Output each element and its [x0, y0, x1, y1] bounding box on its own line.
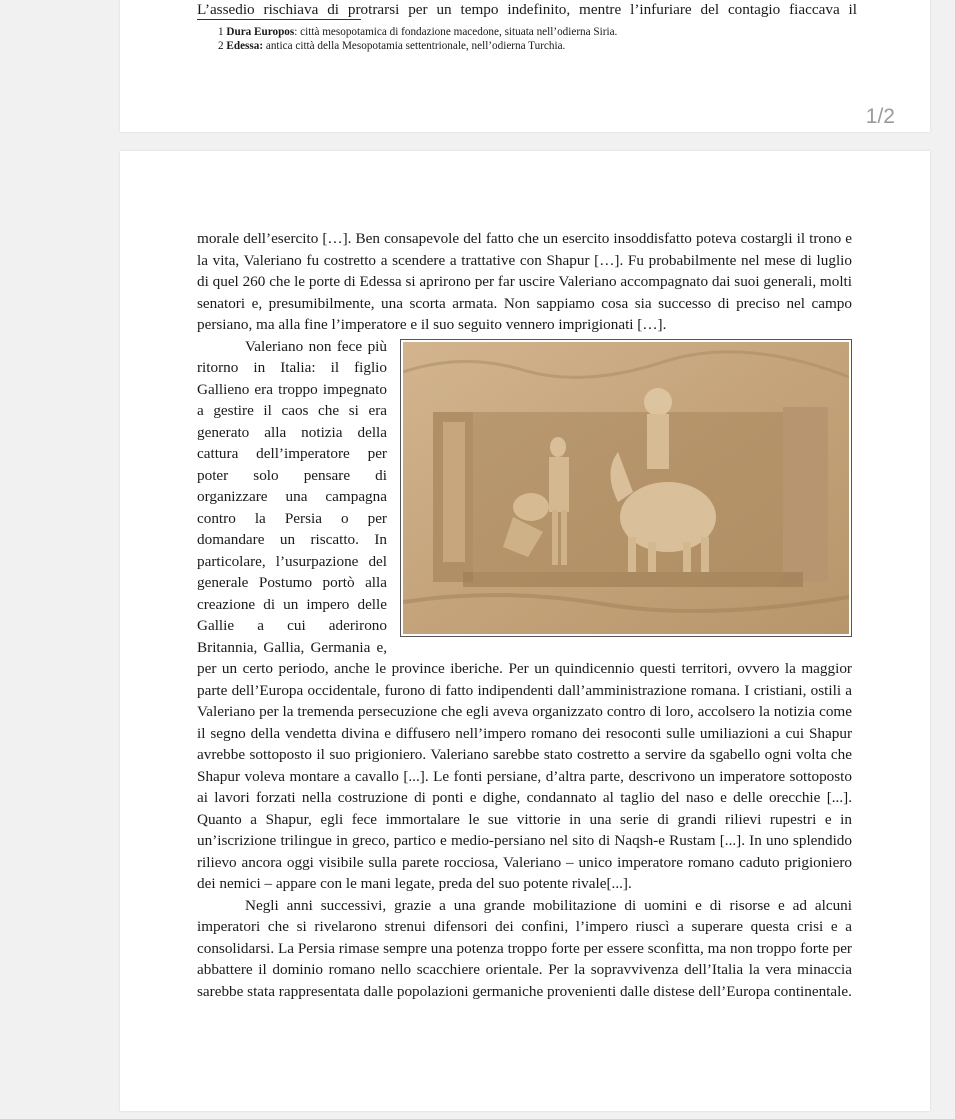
paragraph-2 — [197, 336, 852, 895]
paragraph-1: morale dell’esercito […]. Ben consapevole del fatto che un esercito insoddisfatto poteva costargli il trono e la vita, Valeriano fu costretto a scendere a trattative con Shapur […]. Fu probabilmente nel mese di luglio di quel 260 che le porte di Edessa si aprirono per far uscire Valeriano accompagnato dai suoi generali, molti senatori e, presumibilmente, una scorta armata. Non sappiamo cosa sia successo di preciso nel campo persiano, ma alla fine l’imperatore e il suo seguito vennero imprigionati […]. — [197, 230, 852, 333]
page-body — [197, 228, 852, 1002]
relief-illustration — [403, 342, 849, 634]
footnotes — [218, 25, 858, 53]
rock-relief-image — [400, 339, 852, 637]
footnote-1-text: : città mesopotamica di fondazione macedone, situata nell’odierna Siria. — [294, 26, 618, 38]
footnote-2-text: antica città della Mesopotamia settentrionale, nell’odierna Turchia. — [263, 40, 566, 52]
footnote-separator — [197, 19, 361, 20]
paragraph-3: Negli anni successivi, grazie a una grande mobilitazione di uomini e di risorse e ad alcuni imperatori che si rivelarono strenui difensori dei confini, l’impero riuscì a superare questa crisi e a consolidarsi. La Persia rimase sempre una potenza troppo forte per essere sconfitta, ma non troppo forte per abbattere il dominio romano nello scacchiere orientale. Per la sopravvivenza dell’Italia la vera minaccia sarebbe stata rappresentata dalle popolazioni germaniche provenienti dalle distese dell’Europa continentale. — [197, 896, 852, 1000]
footnote-1: 1 Dura Europos: città mesopotamica di fondazione macedone, situata nell’odierna Siria. — [218, 26, 618, 38]
document-page-2 — [120, 151, 930, 1111]
document-page-1 — [120, 0, 930, 132]
paragraph-2-text: Valeriano non fece più ritorno in Italia: il figlio Gallieno era troppo impegnato a gestire il caos che si era generato alla notizia della cattura dell’imperatore per poter solo pensare di organizzare una campagna contro la Persia o per domandare un riscatto. In particolare, l’usurpazione del generale Postumo portò alla creazione di un impero delle Gallie a cui aderirono Britannia, Gallia, Germania e, per un certo periodo, anche le province iberiche. Per un quindicennio questi territori, ovvero la maggior parte dell’Europa occidentale, furono di fatto indipendenti dall’amministrazione romana. I cristiani, ostili a Valeriano per la tremenda persecuzione che egli aveva organizzato contro di loro, accolsero la notizia come il segno della vendetta divina e diffusero nell’impero romano dei resoconti sulle umiliazioni a cui Shapur avrebbe sottoposto il suo prigioniero. Valeriano sarebbe stato costretto a servire da sgabello ogni volta che Shapur voleva montare a cavallo [...]. Le fonti persiane, d’altra parte, descrivono un imperatore sottoposto ai lavori forzati nella costruzione di ponti e dighe, condannato al taglio del naso e delle orecchie [...]. Quanto a Shapur, egli fece immortalare le sue vittorie in una serie di grandi rilievi rupestri e in un’iscrizione trilingue in greco, partico e medio-persiano nel sito di Naqsh-e Rustam [...]. In uno splendido rilievo ancora oggi visibile sulla parete rocciosa, Valeriano – unico imperatore romano caduto prigioniero dei nemici – appare con le mani legate, preda del suo potente rivale[...]. — [197, 337, 852, 892]
page-indicator: 1/2 — [865, 105, 895, 128]
footnote-2: 2 Edessa: antica città della Mesopotamia settentrionale, nell’odierna Turchia. — [218, 40, 566, 52]
page1-last-line: L’assedio rischiava di protrarsi per un tempo indefinito, mentre l’infuriare del contagio fiaccava il — [197, 1, 857, 18]
footnote-1-term: Dura Europos — [226, 26, 295, 38]
footnote-2-term: Edessa: — [226, 40, 264, 52]
